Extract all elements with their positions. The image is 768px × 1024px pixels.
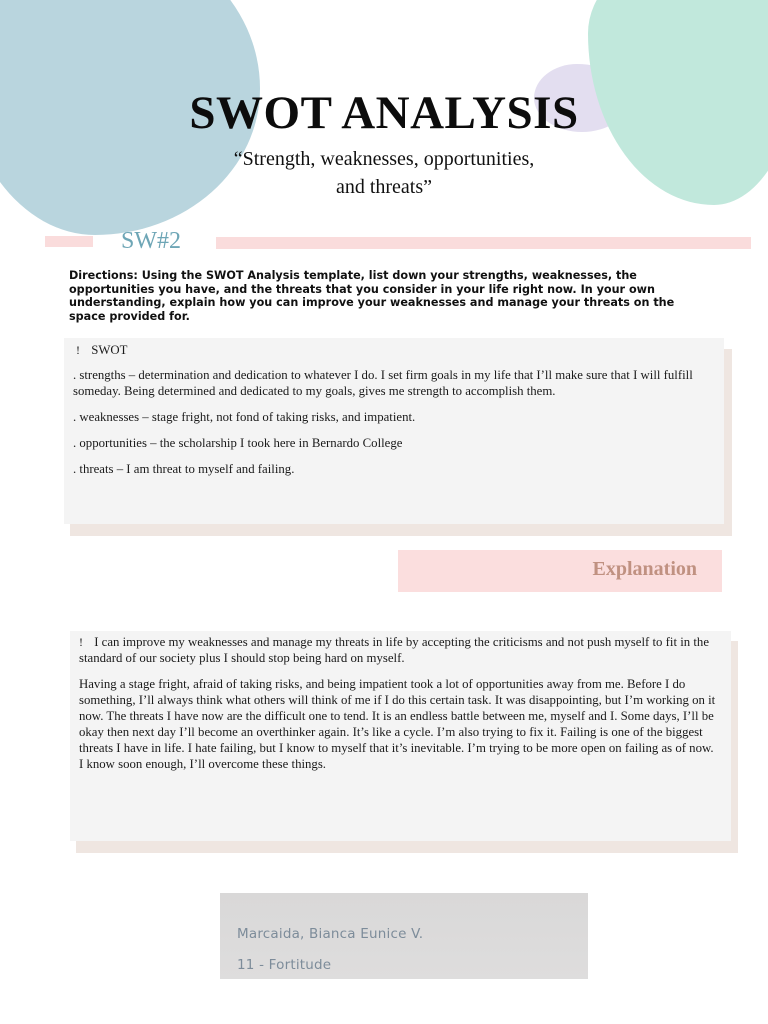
- explanation-banner: [398, 550, 722, 592]
- accent-bar-right: [216, 237, 751, 249]
- explanation-label: Explanation: [592, 558, 697, 580]
- swot-item-threats: . threats – I am threat to myself and failing.: [73, 462, 295, 476]
- explanation-paragraph-1-row: [79, 634, 719, 666]
- accent-bar-left: [45, 236, 93, 247]
- page-subtitle: [0, 145, 768, 201]
- subtitle-line-1: “Strength, weaknesses, opportunities,: [233, 148, 535, 170]
- swot-item-opportunities: . opportunities – the scholarship I took here in Bernardo College: [73, 436, 403, 450]
- explanation-paragraph-2: Having a stage fright, afraid of taking risks, and being impatient took a lot of opportunities away from me. Before I do something, I’ll always think what others will think of me if I do this certain task. It was disappointing, but I’m working on it now. The threats I have now are the difficult one to tend. It is an endless battle between me, myself and I. Some days, I’ll be okay then next day I’ll become an overthinker again. It’s like a cycle. I’m also trying to fix it. Failing is one of the biggest threats I have in life. I hate failing, but I know to myself that it’s inevitable. I’m trying to be more open on failing as of now. I know soon enough, I’ll overcome these things.: [79, 677, 716, 771]
- swot-item-strengths: . strengths – determination and dedication to whatever I do. I set firm goals in my life that I’ll make sure that I will fulfill someday. Being determined and dedicated to my goals, gives me strength to accomplish them.: [73, 368, 693, 398]
- section-label: SW#2: [121, 228, 181, 254]
- explanation-card: [70, 631, 731, 841]
- explanation-paragraph-1: I can improve my weaknesses and manage my threats in life by accepting the criticisms and not push myself to fit in the standard of our society plus I should stop being hard on myself.: [79, 635, 709, 665]
- swot-item-weaknesses: . weaknesses – stage fright, not fond of taking risks, and impatient.: [73, 410, 416, 424]
- subtitle-line-2: and threats”: [335, 176, 433, 198]
- page-title: SWOT ANALYSIS: [189, 87, 579, 139]
- directions-text: Directions: Using the SWOT Analysis template, list down your strengths, weaknesses, the opportunities you have, and the threats that you consider in your life right now. In your own understanding, explain how you can improve your weaknesses and manage your threats on the space provided for.: [69, 269, 675, 323]
- student-name: Marcaida, Bianca Eunice V.: [237, 926, 424, 942]
- student-info-box: [220, 893, 588, 979]
- swot-card: [64, 338, 724, 524]
- swot-heading: SWOT: [91, 343, 128, 357]
- student-section: 11 - Fortitude: [237, 957, 332, 973]
- exclamation-icon: !: [76, 343, 80, 357]
- swot-heading-row: [76, 342, 714, 358]
- exclamation-icon: !: [79, 635, 83, 649]
